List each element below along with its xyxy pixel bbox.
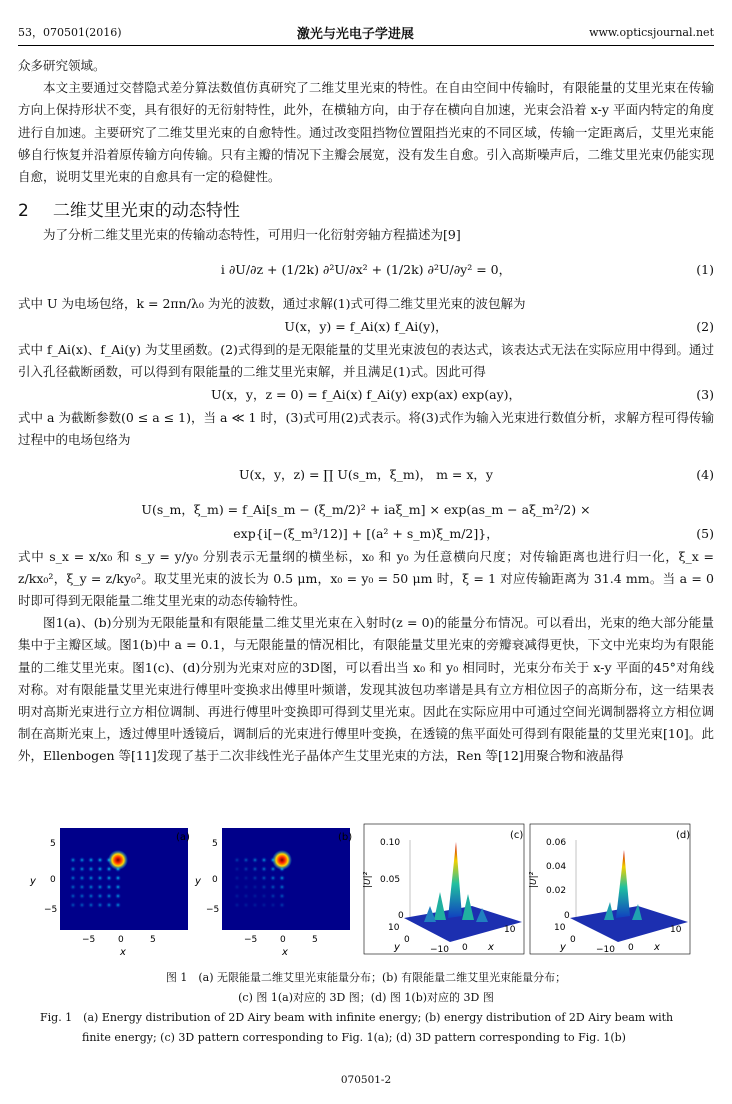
y-tick: −5: [44, 905, 58, 915]
side-lobe: [261, 866, 268, 873]
side-lobe: [88, 857, 95, 864]
y3d-tick: 10: [388, 923, 400, 933]
side-lobe: [279, 884, 286, 891]
side-lobe: [279, 893, 286, 900]
paragraph: 式中 s_x = x/x₀ 和 s_y = y/y₀ 分别表示无量纲的横坐标，x₀ 和 y₀ 为任意横向尺度；对传输距离也进行归一化，ξ_x = z/kx₀²，ξ_y = z/ky₀²。取艾里光束的波长为 0.5 μm，x₀ = y₀ = 50 μm 时，ξ = 1 对应传输距离为 31.4 mm。当 a = 0 时即可得到无限能量二维艾里光束的动态传输特性。: [18, 548, 714, 609]
side-lobe: [70, 857, 77, 864]
paragraph: 众多研究领域。: [18, 58, 106, 73]
side-lobe: [261, 902, 268, 909]
side-lobe: [115, 884, 122, 891]
z-tick: 0.02: [546, 886, 567, 896]
panel-label-c: (c): [510, 830, 524, 841]
side-lobe: [270, 884, 277, 891]
side-lobe: [115, 902, 122, 909]
equation-2: [18, 315, 714, 339]
x3d-axis-label: x: [654, 942, 660, 953]
side-lobe: [279, 902, 286, 909]
paragraph: 式中 U 为电场包络，k = 2πn/λ₀ 为光的波数，通过求解(1)式可得二维艾里光束的波包解为: [18, 295, 526, 311]
side-lobe: [97, 875, 104, 882]
side-lobe: [234, 902, 241, 909]
side-lobe: [88, 884, 95, 891]
y-tick: 5: [212, 839, 218, 849]
panel-d: [529, 824, 690, 955]
side-lobe: [79, 857, 86, 864]
side-lobe: [234, 884, 241, 891]
y-tick: 0: [212, 875, 218, 885]
panel-label-b: (b): [338, 832, 353, 843]
side-lobe: [106, 902, 113, 909]
side-lobe: [115, 893, 122, 900]
panel-label-a: (a): [176, 832, 190, 843]
y3d-axis-label: y: [394, 942, 400, 953]
side-lobe: [234, 893, 241, 900]
side-lobe: [79, 866, 86, 873]
caption-cn-1: 图 1 (a) 无限能量二维艾里光束能量分布；(b) 有限能量二维艾里光束能量分布；: [165, 971, 567, 984]
side-lobe: [79, 875, 86, 882]
equation-text: U(x，y) = f_Ai(x) f_Ai(y)，: [284, 318, 448, 334]
side-lobe: [252, 875, 259, 882]
equation-number: (2): [696, 318, 714, 334]
panel-a: [29, 828, 190, 958]
figure-1-panels: [30, 822, 692, 958]
equation-1: [18, 247, 714, 293]
x3d-tick: −10: [430, 945, 449, 955]
journal-title: 激光与光电子学进展: [296, 26, 414, 42]
paragraph: 本文主要通过交替隐式差分算法数值仿真研究了二维艾里光束的特性。在自由空间中传输时，有限能量的艾里光束在传输方向上保持形状不变，具有很好的无衍射特性，此外，在横轴方向，由于存在横向自加速，光束会沿着 x-y 平面内特定的角度进行自加速。主要研究了二维艾里光束的自愈特性。通过改变阻挡物位置阻挡光束的不同区域，传输一定距离后，艾里光束能够自行恢复并沿着原传输方向传输。只有主瓣的情况下主瓣会展宽，没有发生自愈。引入高斯噪声后，二维艾里光束仍能实现自愈，说明艾里光束的自愈具有一定的稳健性。: [18, 80, 714, 185]
side-lobe: [106, 884, 113, 891]
side-lobe: [270, 893, 277, 900]
z-tick: 0.06: [546, 838, 567, 848]
caption-en-1: Fig. 1 (a) Energy distribution of 2D Airy beam with infinite energy; (b) energy distribution of 2D Airy beam with: [40, 1011, 674, 1024]
side-lobe: [115, 875, 122, 882]
side-lobe: [88, 866, 95, 873]
equation-5-line-1: [18, 498, 714, 522]
side-lobe: [70, 902, 77, 909]
side-lobe: [279, 875, 286, 882]
side-lobe: [70, 866, 77, 873]
y3d-tick: 0: [404, 935, 410, 945]
side-lobe: [243, 875, 250, 882]
side-lobe: [243, 884, 250, 891]
side-lobe: [234, 866, 241, 873]
x-axis-label: x: [282, 947, 288, 958]
panel-label-d: (d): [676, 830, 691, 841]
equation-text: i ∂U/∂z + (1/2k) ∂²U/∂x² + (1/2k) ∂²U/∂y² = 0，: [220, 261, 512, 277]
header-rule: [18, 45, 714, 46]
side-lobe: [252, 857, 259, 864]
side-lobe: [243, 857, 250, 864]
main-lobe-a: [108, 850, 128, 870]
z-tick: 0.05: [380, 875, 401, 885]
z-axis-label: |U|²: [363, 871, 373, 888]
y3d-tick: 10: [554, 923, 566, 933]
side-lobe: [243, 902, 250, 909]
x-tick: −5: [244, 935, 258, 945]
x-tick: 5: [150, 935, 156, 945]
equation-text: U(x，y，z = 0) = f_Ai(x) f_Ai(y) exp(ax) exp(ay)，: [210, 387, 522, 403]
side-lobe: [88, 902, 95, 909]
side-lobe: [97, 866, 104, 873]
x3d-tick: 0: [628, 943, 634, 953]
side-lobe: [79, 884, 86, 891]
section-title: 二维艾里光束的动态特性: [52, 201, 240, 222]
side-lobe: [261, 893, 268, 900]
equation-number: (5): [696, 525, 714, 541]
z-axis-label: |U|²: [529, 871, 539, 888]
page-header: [18, 20, 714, 44]
side-lobe: [234, 875, 241, 882]
equation-text: exp{i[−(ξ_m³/12)] + [(a² + s_m)ξ_m/2]}，: [233, 525, 499, 541]
x-tick: −5: [82, 935, 96, 945]
side-lobe: [261, 875, 268, 882]
x3d-tick: −10: [596, 945, 615, 955]
side-lobe: [252, 902, 259, 909]
section-heading: [18, 200, 714, 222]
equation-3: [18, 383, 714, 407]
side-lobe: [243, 866, 250, 873]
side-lobe: [97, 902, 104, 909]
equation-number: (3): [696, 387, 714, 403]
equation-number: (1): [696, 261, 714, 277]
x3d-axis-label: x: [488, 942, 494, 953]
main-lobe-b: [272, 850, 292, 870]
x-tick: 0: [280, 935, 286, 945]
z-tick: 0.10: [380, 838, 401, 848]
paragraph: 式中 f_Ai(x)、f_Ai(y) 为艾里函数。(2)式得到的是无限能量的艾里光束波包的表达式，该表达式无法在实际应用中得到。通过引入孔径截断函数，可以得到有限能量的二维艾里光束解，并且满足(1)式。因此可得: [18, 341, 714, 380]
panel-c: [363, 824, 524, 955]
side-lobe: [97, 884, 104, 891]
side-lobe: [252, 893, 259, 900]
x3d-tick: 10: [670, 925, 682, 935]
y-tick: 5: [50, 839, 56, 849]
equation-text: U(x，y，z) = ∏ U(s_m，ξ_m)， m = x，y: [239, 466, 493, 482]
section-number: 2: [18, 201, 29, 222]
x3d-tick: 10: [504, 925, 516, 935]
paragraph: 式中 a 为截断参数(0 ≤ a ≤ 1)，当 a ≪ 1 时，(3)式可用(2)式表示。将(3)式作为输入光束进行数值分析，求解方程可得传输过程中的电场包络为: [18, 410, 714, 448]
side-lobe: [261, 884, 268, 891]
side-lobe: [106, 893, 113, 900]
side-lobe: [88, 875, 95, 882]
side-lobe: [106, 875, 113, 882]
side-lobe: [243, 893, 250, 900]
side-lobe: [97, 893, 104, 900]
side-lobe: [252, 884, 259, 891]
y-axis-label: y: [195, 876, 201, 887]
figure-caption: [18, 968, 714, 1048]
equation-5-line-2: [18, 522, 714, 546]
z-tick: 0: [564, 911, 570, 921]
equation-number: (4): [696, 466, 714, 482]
side-lobe: [79, 893, 86, 900]
y3d-tick: 0: [570, 935, 576, 945]
x3d-tick: 0: [462, 943, 468, 953]
paragraph: 图1(a)、(b)分别为无限能量和有限能量二维艾里光束在入射时(z = 0)的能量分布情况。可以看出，光束的绝大部分能量集中于主瓣区域。图1(b)中 a = 0.1，与无限能量的情况相比，有限能量艾里光束的旁瓣衰减得更快，下文中光束均为有限能量的二维艾里光束。图1(c)、(d)分别为光束对应的3D图，可以看出当 x₀ 和 y₀ 相同时，光束分布关于 x-y 平面的45°对角线对称。对有限能量艾里光束进行傅里叶变换求出傅里叶频谱，发现其波包功率谱是具有立方相位因子的高斯分布，这一结果表明对高斯光束进行立方相位调制、再进行傅里叶变换即可得到艾里光束。因此在实际应用中可通过空间光调制器将立方相位调制在高斯光束上，透过傅里叶透镜后，调制后的光束进行傅里叶变换，在透镜的焦平面处可得到有限能量的艾里光束[10]。此外，Ellenbogen 等[11]发现了基于二次非线性光子晶体产生艾里光束的方法，Ren 等[12]用聚合物和液晶得: [18, 615, 714, 764]
article-body: [18, 55, 714, 768]
x-tick: 0: [118, 935, 124, 945]
x-axis-label: x: [120, 947, 126, 958]
side-lobe: [270, 902, 277, 909]
side-lobe: [261, 857, 268, 864]
side-lobe: [70, 875, 77, 882]
equation-text: U(s_m，ξ_m) = f_Ai[s_m − (ξ_m/2)² + iaξ_m] × exp(as_m − aξ_m²/2) ×: [141, 501, 591, 517]
side-lobe: [234, 857, 241, 864]
side-lobe: [252, 866, 259, 873]
heatmap-b: [222, 828, 353, 930]
panel-b: [194, 828, 352, 958]
y-tick: −5: [206, 905, 220, 915]
side-lobe: [270, 875, 277, 882]
z-tick: 0.04: [546, 862, 567, 872]
side-lobe: [97, 857, 104, 864]
side-lobe: [79, 902, 86, 909]
z-tick: 0: [398, 911, 404, 921]
y-axis-label: y: [30, 876, 36, 887]
y-tick: 0: [50, 875, 56, 885]
caption-cn-2: (c) 图 1(a)对应的 3D 图；(d) 图 1(b)对应的 3D 图: [238, 991, 494, 1004]
caption-en-2: finite energy; (c) 3D pattern corresponding to Fig. 1(a); (d) 3D pattern corresponding to Fig. 1(b): [82, 1031, 626, 1044]
page-number: 070501-2: [340, 1074, 392, 1086]
equation-4: [18, 452, 714, 498]
journal-website: www.opticsjournal.net: [589, 25, 714, 39]
side-lobe: [88, 893, 95, 900]
side-lobe: [70, 893, 77, 900]
figure-1: [30, 822, 692, 958]
y3d-axis-label: y: [560, 942, 566, 953]
journal-volume: 53，070501(2016): [18, 26, 122, 39]
paragraph: 为了分析二维艾里光束的传输动态特性，可用归一化衍射旁轴方程描述为[9]: [43, 227, 461, 243]
side-lobe: [70, 884, 77, 891]
x-tick: 5: [312, 935, 318, 945]
